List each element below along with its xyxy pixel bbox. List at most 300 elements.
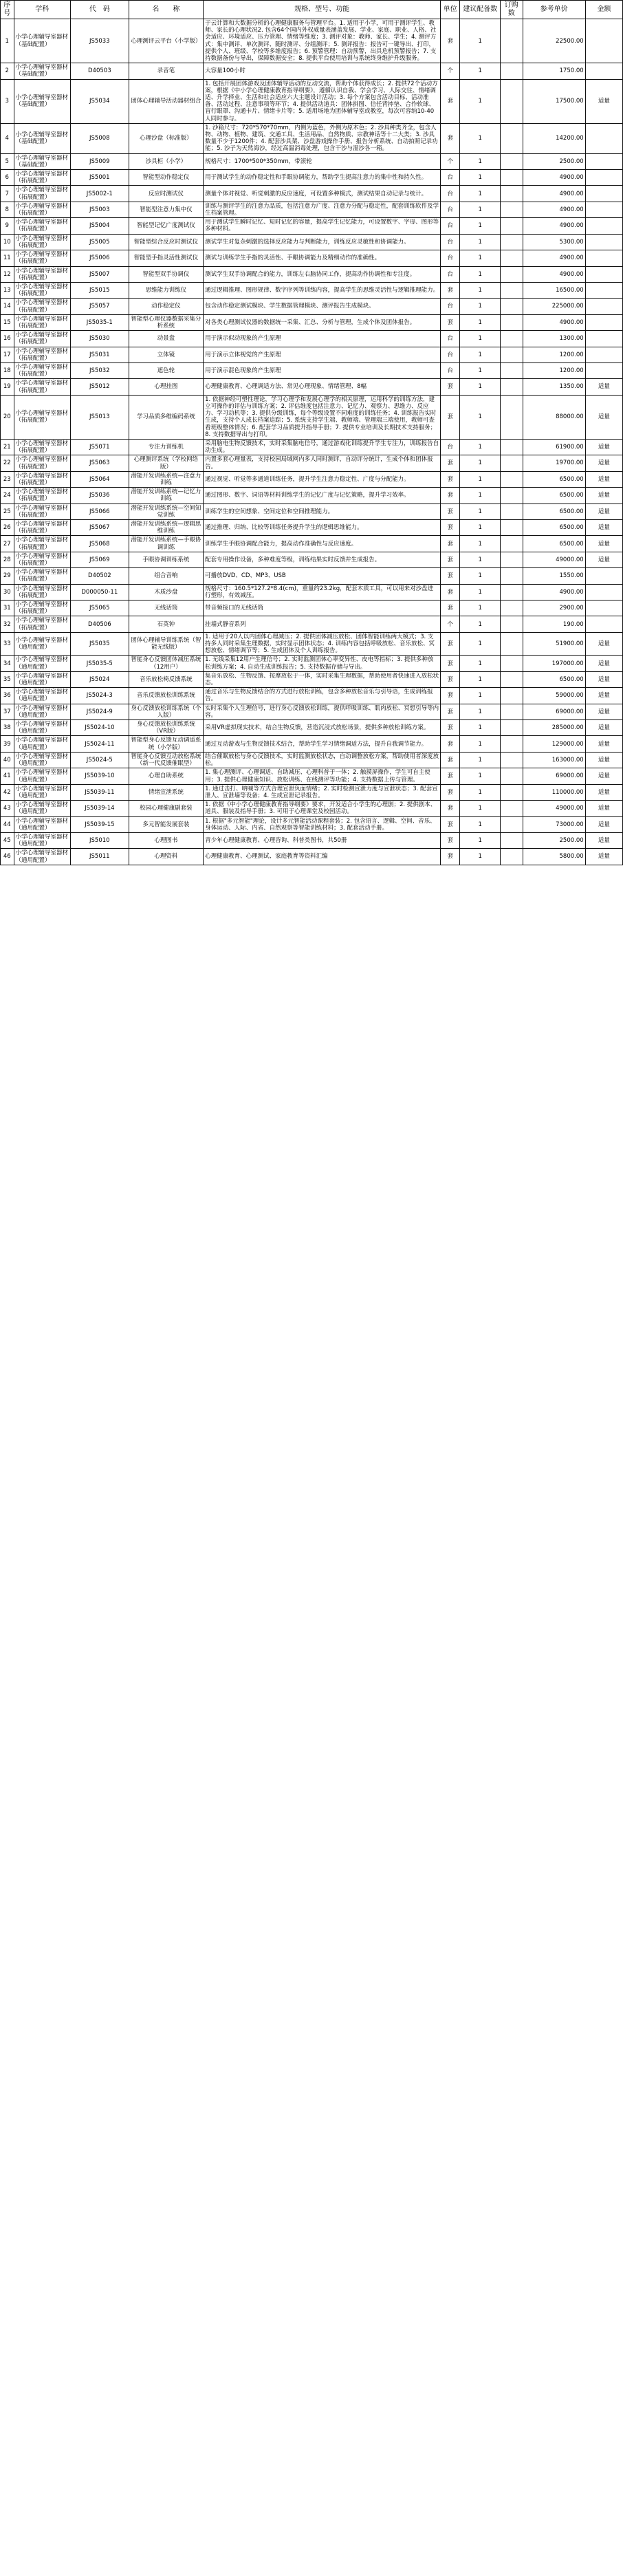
suggested-qty-cell: 1 <box>460 439 501 455</box>
suggested-qty-cell: 1 <box>460 63 501 79</box>
unit-cell: 套 <box>441 379 460 395</box>
spec-cell: 用于测试学生瞬时记忆、短时记忆的容量，提高学生记忆能力，可设置数字、字母、图形等多种材料。 <box>204 218 441 234</box>
row-number-cell: 38 <box>1 720 14 736</box>
spec-cell: 1. 适用于20人以内团体心理减压；2. 提供团体减压放松、团体智能训练两大模式；3. 支持多人同时采集生理数据，实时显示团体状态；4. 训练内容包括呼吸放松、音乐放松、冥想放松、情绪调节等；5. 生成团体及个人训练报告。 <box>204 632 441 656</box>
amount-cell: 适量 <box>585 552 622 567</box>
table-row <box>1 186 623 202</box>
order-qty-cell <box>500 123 523 153</box>
price-cell: 69000.00 <box>523 768 585 784</box>
suggested-qty-cell: 1 <box>460 250 501 266</box>
code-cell: JS5007 <box>71 266 129 282</box>
table-row <box>1 282 623 298</box>
name-cell: 团体心理辅导活动器材组合 <box>129 79 204 123</box>
amount-cell: 适量 <box>585 849 622 865</box>
order-qty-cell <box>500 784 523 800</box>
row-number-cell: 44 <box>1 816 14 832</box>
unit-cell: 套 <box>441 584 460 600</box>
price-cell: 6500.00 <box>523 471 585 487</box>
spec-cell: 于云计算和大数据分析的心理健康服务与管理平台。1. 适用于小学，可用于测评学生、教师、家长的心理状况2. 包含64个国内外权威量表涵盖发展、学业、家庭、职业、人格、社会适应、环境适应、压力管理、情绪等维度；3. 测评对象：教师、家长、学生；4. 测评方式：集中测评、单次测评、随时测评、分组测评；5. 测评报告：报告可一键导出、打印，提供个人、班级、学校等多维度报告；6. 预警管理：自动预警，出具危机预警报告；7. 支持数据备份与导出，保障数据安全；8. 提供平台使用培训与系统终身维护升级服务。 <box>204 19 441 63</box>
amount-cell <box>585 234 622 250</box>
name-cell: 潜能开发训练系统—逻辑思维训练 <box>129 520 204 536</box>
code-cell: JS5071 <box>71 439 129 455</box>
spec-cell: 1. 依据神经可塑性理论，学习心理学和发展心理学的相关原理，运用科学的训练方法，建立可操作的评估与训练方案；2. 评估维度包括注意力、记忆力、观察力、思维力、反应力、学习动机等；3. 提供分级训练，每个等级设置不同难度的训练任务；4. 训练报告实时生成，支持个人成长档案追踪；5. 系统支持学生端、教师端、管理端三端使用，教师可查看班级整体情况；6. 配套学习品质提升指导手册；7. 提供专业培训及长期技术支持服务；8. 支持数据导出与打印。 <box>204 395 441 439</box>
unit-cell: 套 <box>441 282 460 298</box>
code-cell: D40502 <box>71 568 129 584</box>
table-row <box>1 849 623 865</box>
spec-cell: 通过推理、归纳、比较等训练任务提升学生的逻辑思维能力。 <box>204 520 441 536</box>
amount-cell: 适量 <box>585 671 622 687</box>
row-number-cell: 19 <box>1 379 14 395</box>
code-cell: JS5009 <box>71 153 129 169</box>
code-cell: JS5004 <box>71 218 129 234</box>
code-cell: JS5003 <box>71 202 129 217</box>
spec-cell: 实时采集个人生理信号，进行身心反馈放松训练，提供呼吸训练、肌肉放松、冥想引导等内容。 <box>204 704 441 719</box>
price-cell: 225000.00 <box>523 299 585 314</box>
suggested-qty-cell: 1 <box>460 19 501 63</box>
order-qty-cell <box>500 79 523 123</box>
order-qty-cell <box>500 379 523 395</box>
table-row <box>1 536 623 552</box>
unit-cell: 台 <box>441 362 460 378</box>
table-row <box>1 704 623 719</box>
amount-cell <box>585 218 622 234</box>
subject-cell: 小学心理辅导室器材（拓展配置） <box>14 362 70 378</box>
price-cell: 6500.00 <box>523 488 585 504</box>
name-cell: 智能型记忆广度测试仪 <box>129 218 204 234</box>
order-qty-cell <box>500 331 523 347</box>
row-number-cell: 15 <box>1 314 14 330</box>
spec-cell: 通过逻辑推理、图形规律、数字序列等训练内容，提高学生的思维灵活性与逻辑推理能力。 <box>204 282 441 298</box>
price-cell: 4900.00 <box>523 218 585 234</box>
subject-cell: 小学心理辅导室器材（通用配置） <box>14 736 70 752</box>
spec-cell: 1. 通过击打、呐喊等方式合理宣泄负面情绪；2. 实时检测宣泄力度与宣泄状态；3. 配套宣泄人、宣泄墙等设备；4. 生成宣泄记录报告。 <box>204 784 441 800</box>
name-cell: 校园心理健康剧套装 <box>129 801 204 816</box>
amount-cell: 适量 <box>585 488 622 504</box>
price-cell: 2900.00 <box>523 600 585 616</box>
spec-cell: 通过互动游戏与生物反馈技术结合，帮助学生学习情绪调适方法，提升自我调节能力。 <box>204 736 441 752</box>
spec-cell: 配套专用操作设备，多种难度等级，训练结果实时反馈并生成报告。 <box>204 552 441 567</box>
spec-cell: 用于演示立体视觉的产生原理 <box>204 347 441 362</box>
amount-cell: 适量 <box>585 379 622 395</box>
unit-cell: 套 <box>441 488 460 504</box>
row-number-cell: 12 <box>1 266 14 282</box>
code-cell: JS5035-5 <box>71 656 129 671</box>
code-cell: JS5034 <box>71 79 129 123</box>
unit-cell: 台 <box>441 439 460 455</box>
order-qty-cell <box>500 801 523 816</box>
amount-cell: 适量 <box>585 736 622 752</box>
name-cell: 团体心理辅导训练系统（智能无线版） <box>129 632 204 656</box>
amount-cell <box>585 19 622 63</box>
code-cell: JS5069 <box>71 552 129 567</box>
unit-cell: 套 <box>441 455 460 471</box>
suggested-qty-cell: 1 <box>460 379 501 395</box>
row-number-cell: 46 <box>1 849 14 865</box>
unit-cell: 台 <box>441 299 460 314</box>
amount-cell: 适量 <box>585 536 622 552</box>
spec-cell: 包含动作稳定测试模块、学生数据管理模块、测评报告生成模块。 <box>204 299 441 314</box>
suggested-qty-cell: 1 <box>460 186 501 202</box>
name-cell: 立体镜 <box>129 347 204 362</box>
name-cell: 心理沙盘（标准版） <box>129 123 204 153</box>
row-number-cell: 31 <box>1 600 14 616</box>
spec-cell: 1. 包括开展团体游戏及团体辅导活动的互动交流，帮助个体获得成长；2. 提供72个活动方案，根据《中小学心理健康教育指导纲要》，遵循认识自我、学会学习、人际交往、情绪调适、升学择业、生活和社会适应六大主题设计活动；3. 每个方案包含活动目标、活动准备、活动过程、注意事项等环节；4. 提供活动道具：团体拼图、信任背摔垫、合作软球、盲行眼罩、沟通卡片、情绪卡片等；5. 适用场地为团体辅导室或教室，每次可容纳10-40人同时参与。 <box>204 79 441 123</box>
table-row <box>1 736 623 752</box>
unit-cell: 套 <box>441 832 460 848</box>
spec-cell: 大容量100小时 <box>204 63 441 79</box>
table-row <box>1 250 623 266</box>
suggested-qty-cell: 1 <box>460 488 501 504</box>
subject-cell: 小学心理辅导室器材（通用配置） <box>14 849 70 865</box>
code-cell: JS5066 <box>71 504 129 519</box>
order-qty-cell <box>500 568 523 584</box>
spec-cell: 采用VR虚拟现实技术，结合生物反馈，营造沉浸式放松场景，提供多种放松训练方案。 <box>204 720 441 736</box>
amount-cell <box>585 347 622 362</box>
row-number-cell: 16 <box>1 331 14 347</box>
row-number-cell: 28 <box>1 552 14 567</box>
table-row <box>1 632 623 656</box>
price-cell: 6500.00 <box>523 520 585 536</box>
suggested-qty-cell: 1 <box>460 849 501 865</box>
order-qty-cell <box>500 266 523 282</box>
suggested-qty-cell: 1 <box>460 455 501 471</box>
code-cell: JS5005 <box>71 234 129 250</box>
name-cell: 遮色轮 <box>129 362 204 378</box>
order-qty-cell <box>500 504 523 519</box>
spec-cell: 内置多套心理量表，支持校园局域网内多人同时测评，自动评分统计，生成个体和团体报告。 <box>204 455 441 471</box>
subject-cell: 小学心理辅导室器材（拓展配置） <box>14 520 70 536</box>
name-cell: 心理图书 <box>129 832 204 848</box>
spec-cell: 1. 根据"多元智能"理论，设计多元智能活动课程套装；2. 包含语言、逻辑、空间、音乐、身体运动、人际、内省、自然观察等智能训练材料；3. 配套活动手册。 <box>204 816 441 832</box>
amount-cell <box>585 568 622 584</box>
subject-cell: 小学心理辅导室器材（拓展配置） <box>14 379 70 395</box>
suggested-qty-cell: 1 <box>460 347 501 362</box>
order-qty-cell <box>500 362 523 378</box>
table-row <box>1 455 623 471</box>
unit-cell: 套 <box>441 600 460 616</box>
name-cell: 身心反馈放松训练系统（个人版） <box>129 704 204 719</box>
table-row <box>1 671 623 687</box>
suggested-qty-cell: 1 <box>460 600 501 616</box>
table-row <box>1 568 623 584</box>
suggested-qty-cell: 1 <box>460 536 501 552</box>
price-cell: 19700.00 <box>523 455 585 471</box>
order-qty-cell <box>500 704 523 719</box>
code-cell: JS5039-15 <box>71 816 129 832</box>
unit-cell: 个 <box>441 616 460 632</box>
table-row <box>1 720 623 736</box>
spec-cell: 1. 无线采集12用户生理信号；2. 实时监测团体心率变异性、皮电等指标；3. 提供多种放松训练方案；4. 自动生成训练报告；5. 支持数据存储与导出。 <box>204 656 441 671</box>
code-cell: JS5032 <box>71 362 129 378</box>
suggested-qty-cell: 1 <box>460 79 501 123</box>
subject-cell: 小学心理辅导室器材（拓展配置） <box>14 282 70 298</box>
spec-cell: 挂墙式静音系列 <box>204 616 441 632</box>
price-cell: 2500.00 <box>523 153 585 169</box>
row-number-cell: 5 <box>1 153 14 169</box>
amount-cell <box>585 362 622 378</box>
price-cell: 1300.00 <box>523 331 585 347</box>
order-qty-cell <box>500 616 523 632</box>
order-qty-cell <box>500 488 523 504</box>
spec-cell: 集音乐放松、生物反馈、按摩放松于一体，实时采集生理数据，帮助使用者快速进入放松状态。 <box>204 671 441 687</box>
suggested-qty-cell: 1 <box>460 299 501 314</box>
order-qty-cell <box>500 218 523 234</box>
table-row <box>1 488 623 504</box>
code-cell: JS5015 <box>71 282 129 298</box>
table-row <box>1 347 623 362</box>
name-cell: 音乐放松椅反馈系统 <box>129 671 204 687</box>
name-cell: 手眼协调训练系统 <box>129 552 204 567</box>
spec-cell: 测试学生对复杂刺激的选择反应能力与判断能力，训练反应灵敏性和协调能力。 <box>204 234 441 250</box>
spec-cell: 规格尺寸：160.5*127.2*8.4(cm)，重量约23.2kg，配套木质工具，可以用来对沙盘进行塑形，有效减压。 <box>204 584 441 600</box>
order-qty-cell <box>500 170 523 186</box>
unit-cell: 套 <box>441 520 460 536</box>
price-cell: 110000.00 <box>523 784 585 800</box>
code-cell: JS5057 <box>71 299 129 314</box>
price-cell: 197000.00 <box>523 656 585 671</box>
code-cell: JS5006 <box>71 250 129 266</box>
spec-cell: 通过视觉、听觉等多通道训练任务，提升学生注意力稳定性、广度与分配能力。 <box>204 471 441 487</box>
subject-cell: 小学心理辅导室器材（拓展配置） <box>14 202 70 217</box>
table-row <box>1 202 623 217</box>
table-row <box>1 584 623 600</box>
subject-cell: 小学心理辅导室器材（通用配置） <box>14 632 70 656</box>
order-qty-cell <box>500 520 523 536</box>
amount-cell: 适量 <box>585 768 622 784</box>
row-number-cell: 30 <box>1 584 14 600</box>
subject-cell: 小学心理辅导室器材（拓展配置） <box>14 568 70 584</box>
row-number-cell: 41 <box>1 768 14 784</box>
subject-cell: 小学心理辅导室器材（拓展配置） <box>14 314 70 330</box>
name-cell: 心理挂图 <box>129 379 204 395</box>
subject-cell: 小学心理辅导室器材（拓展配置） <box>14 266 70 282</box>
row-number-cell: 8 <box>1 202 14 217</box>
row-number-cell: 11 <box>1 250 14 266</box>
spec-cell: 1. 沙箱尺寸：720*570*70mm，内侧为蓝色，外侧为原木色；2. 沙具种类齐全，包含人物、动物、植物、建筑、交通工具、生活用品、自然物质、宗教神话等十二大类；3. 沙具数量不少于1200件；4. 配套沙具架、沙盘游戏操作手册、报告分析系统、自动拍照记录功能；5. 沙子为天然海沙，经过高温消毒处理，包含干沙与湿沙各一箱。 <box>204 123 441 153</box>
header-unit: 单位 <box>441 1 460 19</box>
code-cell: JS5012 <box>71 379 129 395</box>
amount-cell: 适量 <box>585 439 622 455</box>
suggested-qty-cell: 1 <box>460 768 501 784</box>
code-cell: JS5024-9 <box>71 704 129 719</box>
suggested-qty-cell: 1 <box>460 752 501 768</box>
price-cell: 5300.00 <box>523 234 585 250</box>
subject-cell: 小学心理辅导室器材（拓展配置） <box>14 600 70 616</box>
code-cell: JS5064 <box>71 471 129 487</box>
amount-cell <box>585 331 622 347</box>
table-row <box>1 520 623 536</box>
subject-cell: 小学心理辅导室器材（拓展配置） <box>14 455 70 471</box>
row-number-cell: 3 <box>1 79 14 123</box>
spec-cell: 对各类心理测试仪器的数据统一采集、汇总、分析与管理，生成个体及团体报告。 <box>204 314 441 330</box>
unit-cell: 套 <box>441 671 460 687</box>
order-qty-cell <box>500 19 523 63</box>
spec-cell: 1. 依据《中小学心理健康教育指导纲要》要求，开发适合小学生的心理剧；2. 提供剧本、道具、服装及指导手册；3. 可用于心理课堂及校园活动。 <box>204 801 441 816</box>
unit-cell: 台 <box>441 250 460 266</box>
subject-cell: 小学心理辅导室器材（拓展配置） <box>14 331 70 347</box>
order-qty-cell <box>500 752 523 768</box>
table-row <box>1 801 623 816</box>
amount-cell <box>585 123 622 153</box>
row-number-cell: 43 <box>1 801 14 816</box>
row-number-cell: 2 <box>1 63 14 79</box>
price-cell: 73000.00 <box>523 816 585 832</box>
code-cell: JS5011 <box>71 849 129 865</box>
name-cell: 智能型动作稳定仪 <box>129 170 204 186</box>
name-cell: 身心反馈放松训练系统（VR版） <box>129 720 204 736</box>
price-cell: 6500.00 <box>523 536 585 552</box>
header-code: 代 码 <box>71 1 129 19</box>
suggested-qty-cell: 1 <box>460 123 501 153</box>
row-number-cell: 42 <box>1 784 14 800</box>
code-cell: JS5068 <box>71 536 129 552</box>
code-cell: JS5010 <box>71 832 129 848</box>
unit-cell: 套 <box>441 536 460 552</box>
name-cell: 智能型注意力集中仪 <box>129 202 204 217</box>
order-qty-cell <box>500 671 523 687</box>
suggested-qty-cell: 1 <box>460 314 501 330</box>
order-qty-cell <box>500 471 523 487</box>
subject-cell: 小学心理辅导室器材（基础配置） <box>14 63 70 79</box>
subject-cell: 小学心理辅导室器材（通用配置） <box>14 656 70 671</box>
header-subject: 学科 <box>14 1 70 19</box>
price-cell: 17500.00 <box>523 79 585 123</box>
amount-cell: 适量 <box>585 832 622 848</box>
suggested-qty-cell: 1 <box>460 616 501 632</box>
code-cell: JS5067 <box>71 520 129 536</box>
price-cell: 285000.00 <box>523 720 585 736</box>
table-row <box>1 63 623 79</box>
unit-cell: 套 <box>441 656 460 671</box>
table-row <box>1 266 623 282</box>
code-cell: JS5008 <box>71 123 129 153</box>
order-qty-cell <box>500 632 523 656</box>
price-cell: 49000.00 <box>523 552 585 567</box>
spec-cell: 通过音乐与生物反馈结合的方式进行放松训练，包含多种放松音乐与引导语，生成训练报告。 <box>204 688 441 704</box>
price-cell: 1200.00 <box>523 347 585 362</box>
row-number-cell: 7 <box>1 186 14 202</box>
code-cell: JS5065 <box>71 600 129 616</box>
spec-cell: 测试学生双手协调配合的能力，训练左右脑协同工作，提高动作协调性和专注度。 <box>204 266 441 282</box>
price-cell: 16500.00 <box>523 282 585 298</box>
amount-cell: 适量 <box>585 471 622 487</box>
table-row <box>1 362 623 378</box>
unit-cell: 台 <box>441 186 460 202</box>
price-cell: 1350.00 <box>523 379 585 395</box>
subject-cell: 小学心理辅导室器材（拓展配置） <box>14 439 70 455</box>
suggested-qty-cell: 1 <box>460 816 501 832</box>
header-suggested-qty: 建议配备数 <box>460 1 501 19</box>
row-number-cell: 36 <box>1 688 14 704</box>
price-cell: 22500.00 <box>523 19 585 63</box>
name-cell: 动景盘 <box>129 331 204 347</box>
suggested-qty-cell: 1 <box>460 395 501 439</box>
price-cell: 4900.00 <box>523 314 585 330</box>
row-number-cell: 1 <box>1 19 14 63</box>
unit-cell: 套 <box>441 395 460 439</box>
spec-cell: 心理健康教育、心理调适方法、常见心理现象、情绪管理、8幅 <box>204 379 441 395</box>
header-order-qty: 订购数 <box>500 1 523 19</box>
spec-cell: 训练学生的空间想象、空间定位和空间推理能力。 <box>204 504 441 519</box>
amount-cell: 适量 <box>585 801 622 816</box>
unit-cell: 套 <box>441 720 460 736</box>
order-qty-cell <box>500 347 523 362</box>
row-number-cell: 13 <box>1 282 14 298</box>
subject-cell: 小学心理辅导室器材（拓展配置） <box>14 250 70 266</box>
suggested-qty-cell: 1 <box>460 552 501 567</box>
unit-cell: 套 <box>441 736 460 752</box>
price-cell: 4900.00 <box>523 170 585 186</box>
price-cell: 51900.00 <box>523 632 585 656</box>
suggested-qty-cell: 1 <box>460 801 501 816</box>
unit-cell: 套 <box>441 688 460 704</box>
price-cell: 2500.00 <box>523 832 585 848</box>
subject-cell: 小学心理辅导室器材（拓展配置） <box>14 504 70 519</box>
order-qty-cell <box>500 816 523 832</box>
order-qty-cell <box>500 736 523 752</box>
order-qty-cell <box>500 536 523 552</box>
name-cell: 潜能开发训练系统—空间知觉训练 <box>129 504 204 519</box>
price-cell: 4900.00 <box>523 250 585 266</box>
order-qty-cell <box>500 656 523 671</box>
amount-cell <box>585 63 622 79</box>
code-cell: JS5001 <box>71 170 129 186</box>
code-cell: JS5035 <box>71 632 129 656</box>
unit-cell: 套 <box>441 19 460 63</box>
suggested-qty-cell: 1 <box>460 282 501 298</box>
amount-cell: 适量 <box>585 395 622 439</box>
amount-cell: 适量 <box>585 656 622 671</box>
order-qty-cell <box>500 299 523 314</box>
table-row <box>1 299 623 314</box>
suggested-qty-cell: 1 <box>460 266 501 282</box>
order-qty-cell <box>500 849 523 865</box>
subject-cell: 小学心理辅导室器材（通用配置） <box>14 704 70 719</box>
amount-cell: 适量 <box>585 632 622 656</box>
suggested-qty-cell: 1 <box>460 656 501 671</box>
name-cell: 智能型综合反应时测试仪 <box>129 234 204 250</box>
amount-cell: 适量 <box>585 816 622 832</box>
amount-cell: 适量 <box>585 752 622 768</box>
name-cell: 智能身心反馈团体减压系统（12用户） <box>129 656 204 671</box>
table-row <box>1 331 623 347</box>
row-number-cell: 33 <box>1 632 14 656</box>
order-qty-cell <box>500 282 523 298</box>
row-number-cell: 39 <box>1 736 14 752</box>
order-qty-cell <box>500 395 523 439</box>
suggested-qty-cell: 1 <box>460 584 501 600</box>
amount-cell <box>585 600 622 616</box>
unit-cell: 台 <box>441 331 460 347</box>
row-number-cell: 6 <box>1 170 14 186</box>
code-cell: JS5013 <box>71 395 129 439</box>
price-cell: 88000.00 <box>523 395 585 439</box>
unit-cell: 套 <box>441 471 460 487</box>
row-number-cell: 18 <box>1 362 14 378</box>
unit-cell: 套 <box>441 314 460 330</box>
spec-cell: 用于演示混色现象的产生原理 <box>204 362 441 378</box>
unit-cell: 套 <box>441 79 460 123</box>
row-number-cell: 29 <box>1 568 14 584</box>
amount-cell <box>585 282 622 298</box>
row-number-cell: 25 <box>1 504 14 519</box>
subject-cell: 小学心理辅导室器材（基础配置） <box>14 79 70 123</box>
order-qty-cell <box>500 153 523 169</box>
order-qty-cell <box>500 832 523 848</box>
row-number-cell: 37 <box>1 704 14 719</box>
subject-cell: 小学心理辅导室器材（拓展配置） <box>14 170 70 186</box>
price-cell: 4900.00 <box>523 266 585 282</box>
